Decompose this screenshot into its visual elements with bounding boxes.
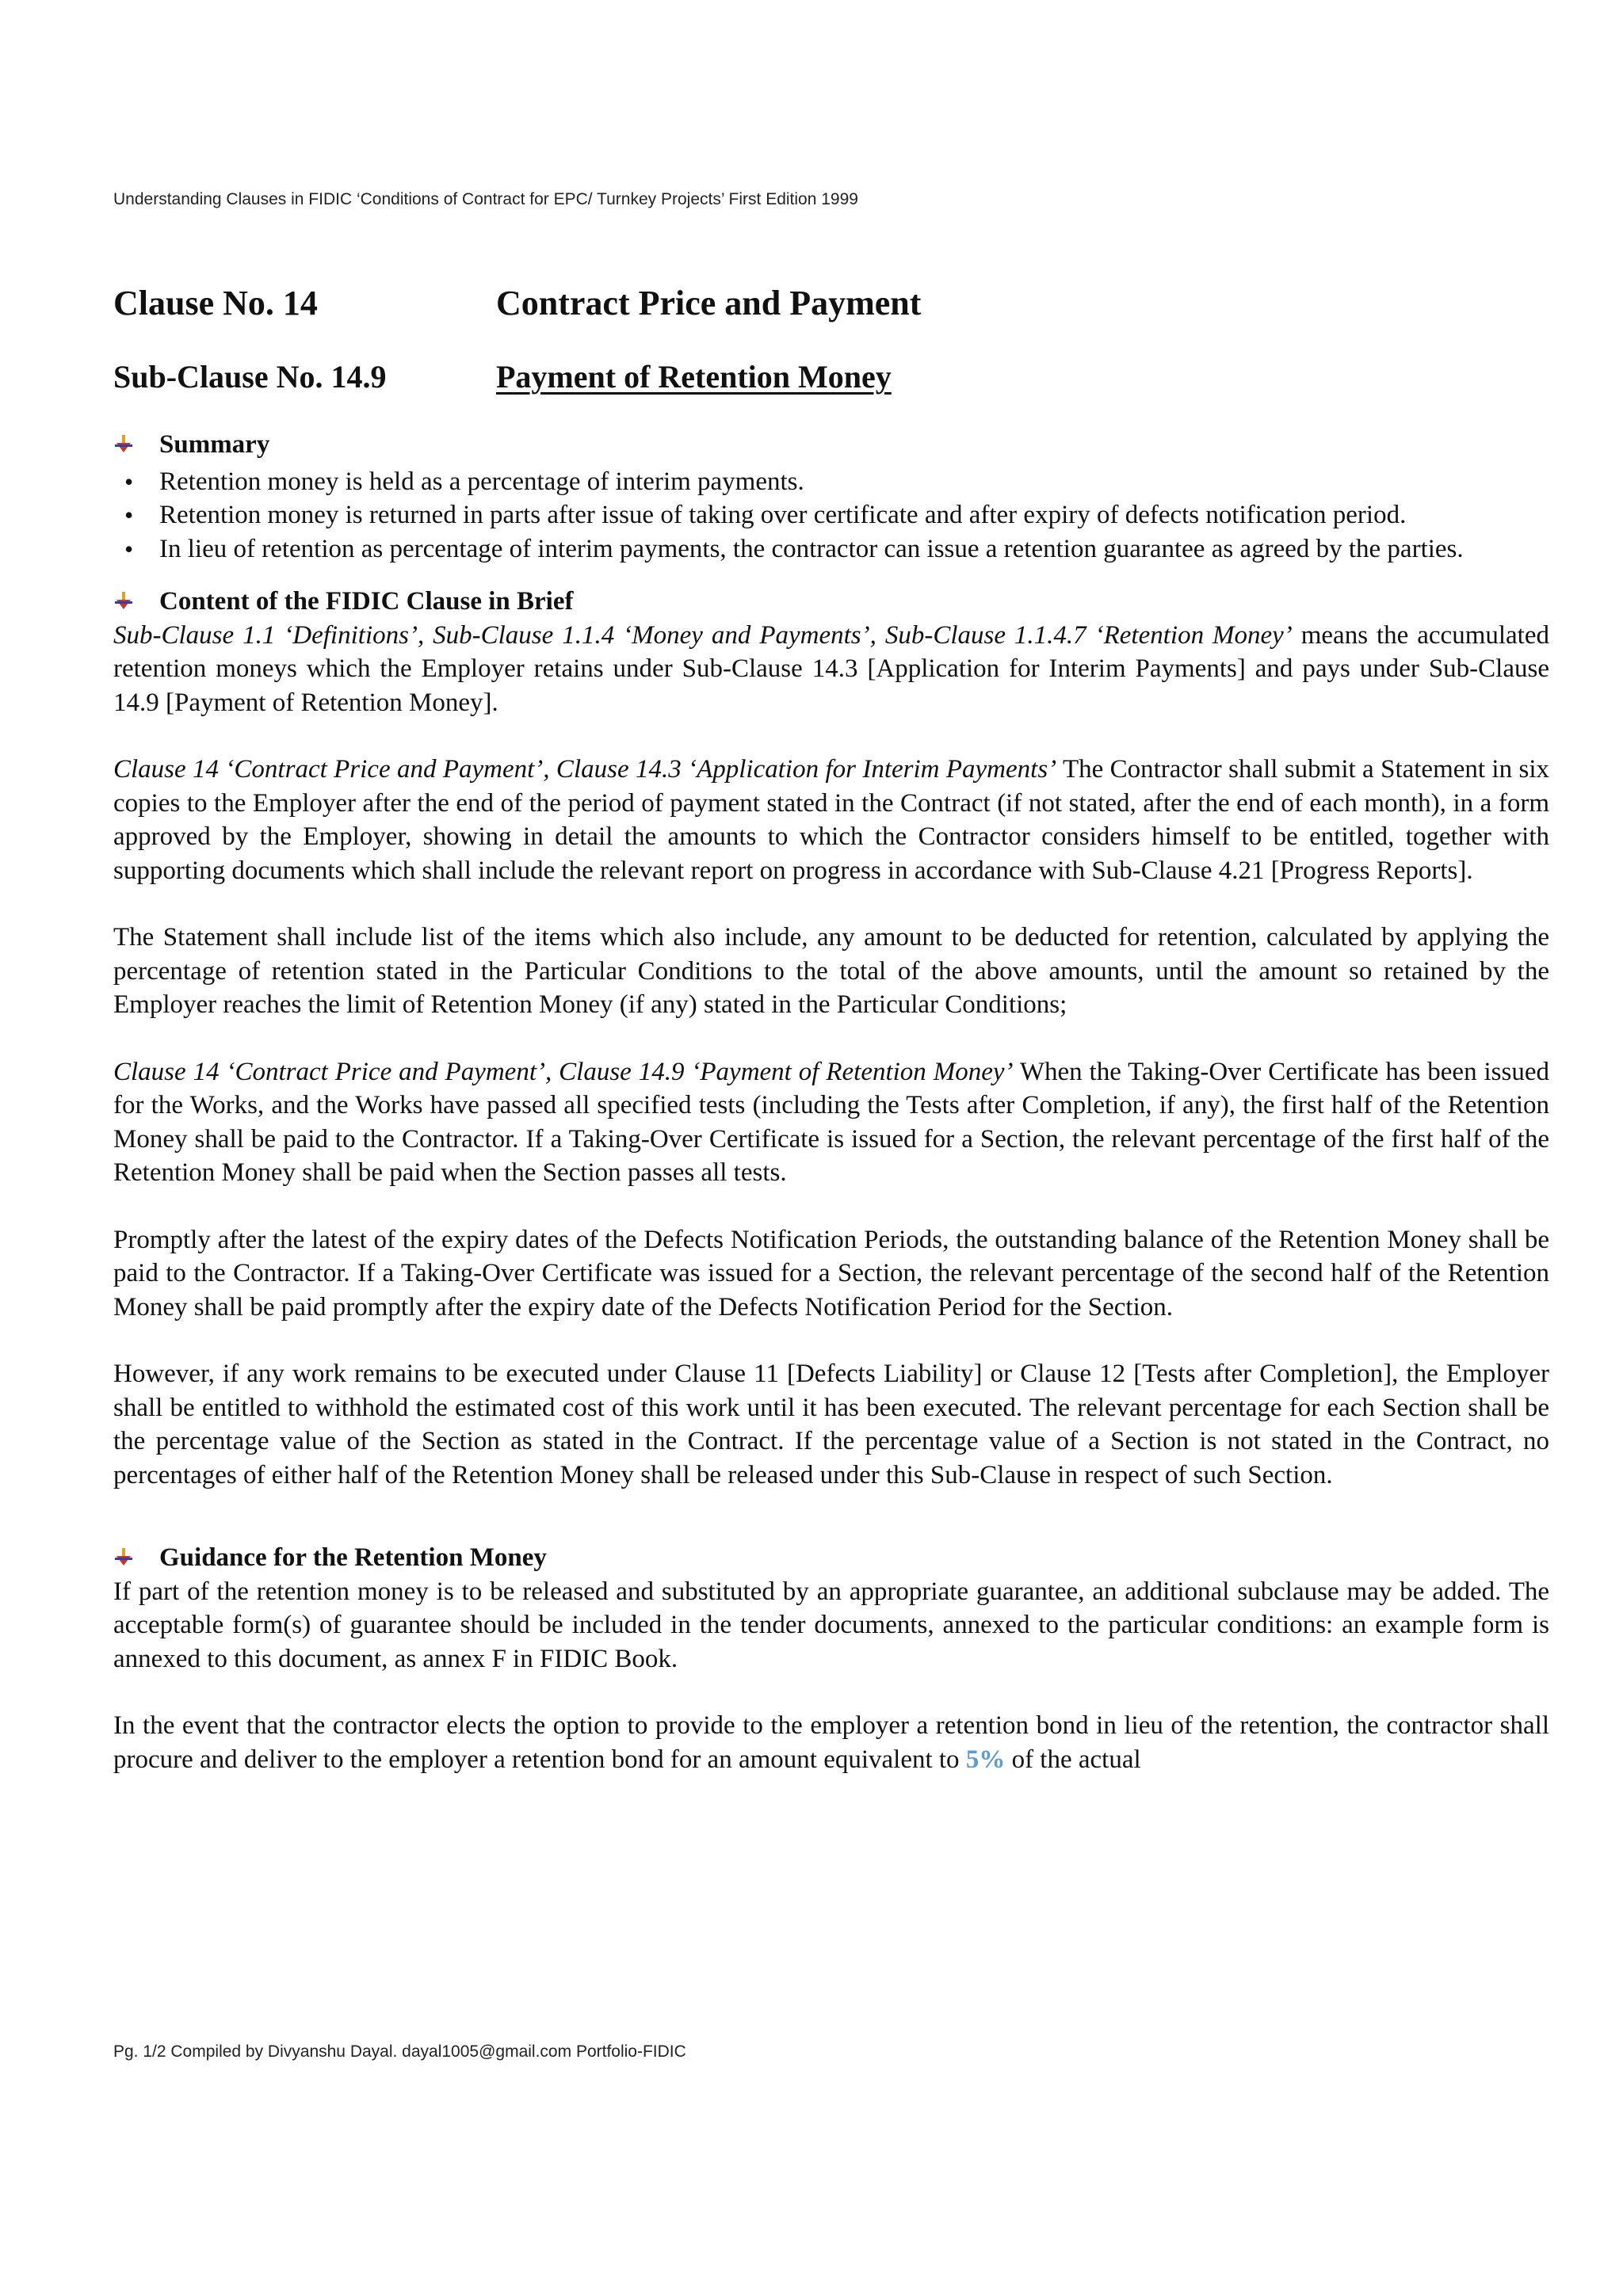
list-item: • Retention money is held as a percentage of interim payments.: [113, 465, 1549, 499]
paragraph-interim-payments: [113, 753, 1549, 887]
paragraph-text: In the event that the contractor elects the option to provide to the employer a retention bond in lieu of the retention, the contractor shall procure and deliver to the employer a retention bond for an amount equivalent to: [113, 1711, 1549, 1774]
subclause-number: Sub-Clause No. 14.9: [113, 359, 387, 395]
paragraph-statement: The Statement shall include list of the items which also include, any amount to be deducted for retention, calculated by applying the percentage of retention stated in the Particular Conditions to the total of the above amounts, until the amount so retained by the Employer reaches the limit of Retention Money (if any) stated in the Particular Conditions;: [113, 923, 1549, 1019]
paragraph-retention-bond: [113, 1709, 1549, 1776]
list-item: • In lieu of retention as percentage of interim payments, the contractor can issue a retention guarantee as agreed by the parties.: [113, 532, 1549, 566]
summary-list: [113, 465, 1549, 566]
bullet-arrow-icon: [113, 590, 159, 612]
page-footer: Pg. 1/2 Compiled by Divyanshu Dayal. dayal1005@gmail.com Portfolio-FIDIC: [113, 2042, 686, 2061]
highlight-percentage: 5%: [965, 1745, 1006, 1774]
bullet-arrow-icon: [113, 433, 159, 456]
page-header: Understanding Clauses in FIDIC ‘Conditions of Contract for EPC/ Turnkey Projects’ First Edition 1999: [113, 190, 858, 208]
paragraph-text: The Contractor shall submit a Statement in six copies to the Employer after the end of the period of payment stated in the Contract (if not stated, after the end of each month), in a form approved by the Employer, showing in detail the amounts to which the Contractor considers himself to be entitled, together with supporting documents which shall include the relevant report on progress in accordance with Sub-Clause 4.21 [Progress Reports].: [113, 755, 1549, 885]
paragraph-reference: Clause 14 ‘Contract Price and Payment’, Clause 14.3 ‘Application for Interim Payments’: [113, 755, 1057, 784]
guidance-heading: Guidance for the Retention Money: [159, 1543, 547, 1572]
clause-number: Clause No. 14: [113, 284, 318, 322]
document-body: [113, 428, 1549, 1776]
paragraph-reference: Clause 14 ‘Contract Price and Payment’, Clause 14.9 ‘Payment of Retention Money’: [113, 1057, 1014, 1086]
bullet-arrow-icon: [113, 1547, 159, 1569]
paragraph-definition: [113, 619, 1549, 720]
paragraph-text: When the Taking-Over Certificate has been issued for the Works, and the Works have passed all specified tests (including the Tests after Completion, if any), the first half of the Retention Money shall be paid to the Contractor. If a Taking-Over Certificate is issued for a Section, the relevant percentage of the first half of the Retention Money shall be paid when the Section passes all tests.: [113, 1057, 1549, 1187]
summary-heading: Summary: [159, 430, 270, 459]
paragraph-withhold: However, if any work remains to be executed under Clause 11 [Defects Liability] or Clause 12 [Tests after Completion], the Employer shall be entitled to withhold the estimated cost of this work until it has been executed. The relevant percentage for each Section shall be the percentage value of the Section as stated in the Contract. If the percentage value of a Section is not stated in the Contract, no percentages of either half of the Retention Money shall be released under this Sub-Clause in respect of such Section.: [113, 1360, 1549, 1489]
paragraph-text: means the accumulated retention moneys which the Employer retains under Sub-Clause 14.3 [Application for Interim Payments] and pays under Sub-Clause 14.9 [Payment of Retention Money].: [113, 620, 1549, 717]
content-heading-row: [113, 585, 1549, 619]
content-heading: Content of the FIDIC Clause in Brief: [159, 587, 574, 616]
paragraph-payment-retention: [113, 1055, 1549, 1190]
guidance-heading-row: [113, 1541, 1549, 1575]
clause-title: Contract Price and Payment: [496, 284, 922, 322]
paragraph-guarantee: If part of the retention money is to be released and substituted by an appropriate guarantee, an additional subclause may be added. The acceptable form(s) of guarantee should be included in the tender documents, annexed to the particular conditions: an example form is annexed to this document, as annex F in FIDIC Book.: [113, 1577, 1549, 1673]
paragraph-reference: Sub-Clause 1.1 ‘Definitions’, Sub-Clause 1.1.4 ‘Money and Payments’, Sub-Clause 1.1.4.7 ‘Retention Money’: [113, 620, 1293, 650]
subclause-title: Payment of Retention Money: [496, 359, 892, 395]
paragraph-text: of the actual: [1005, 1745, 1141, 1774]
paragraph-defects-periods: Promptly after the latest of the expiry dates of the Defects Notification Periods, the outstanding balance of the Retention Money shall be paid to the Contractor. If a Taking-Over Certificate was issued for a Section, the relevant percentage of the second half of the Retention Money shall be paid promptly after the expiry date of the Defects Notification Period for the Section.: [113, 1225, 1549, 1322]
summary-heading-row: [113, 428, 1549, 462]
list-item: • Retention money is returned in parts after issue of taking over certificate and after expiry of defects notification period.: [113, 498, 1549, 532]
